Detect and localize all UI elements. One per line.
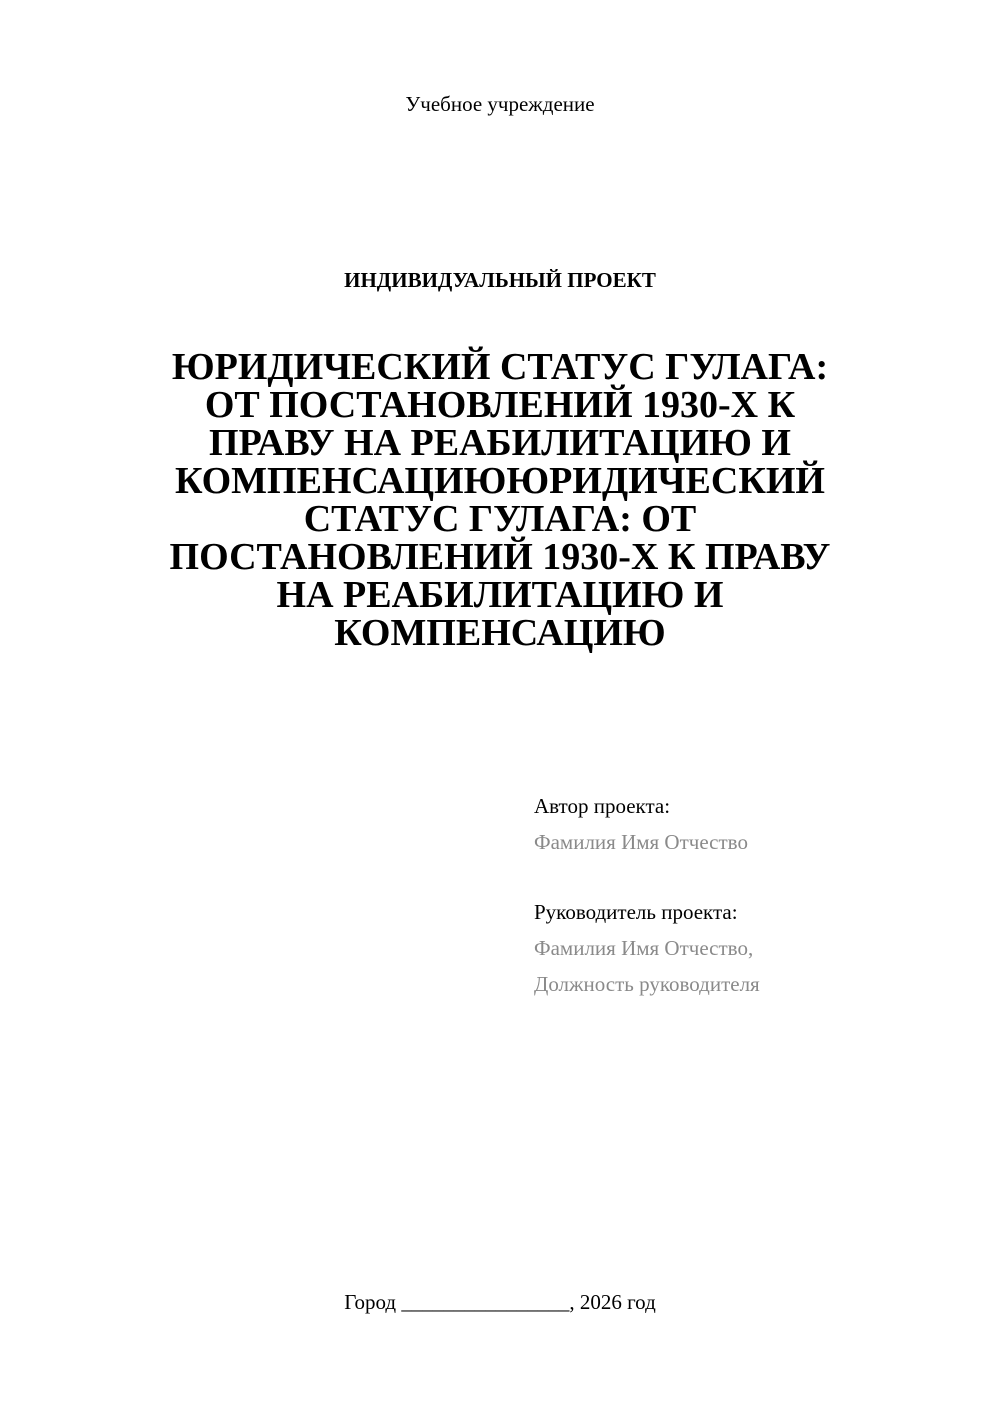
project-title: ЮРИДИЧЕСКИЙ СТАТУС ГУЛАГА: ОТ ПОСТАНОВЛЕНИЙ 1930-Х К ПРАВУ НА РЕАБИЛИТАЦИЮ И КОМПЕНСАЦИЮЮРИДИЧЕСКИЙ СТАТУС ГУЛАГА: ОТ ПОСТАНОВЛЕНИЙ 1930-Х К ПРАВУ НА РЕАБИЛИТАЦИЮ И КОМПЕНСАЦИЮ <box>169 346 831 654</box>
project-people-block <box>534 788 974 1002</box>
author-name: Фамилия Имя Отчество <box>534 830 748 854</box>
supervisor-label: Руководитель проекта: <box>534 900 738 924</box>
spacer <box>534 860 974 894</box>
project-type-heading: ИНДИВИДУАЛЬНЫЙ ПРОЕКТ <box>344 268 656 292</box>
institution-name: Учебное учреждение <box>405 92 595 116</box>
supervisor-position: Должность руководителя <box>534 972 760 996</box>
author-label: Автор проекта: <box>534 794 671 818</box>
supervisor-name: Фамилия Имя Отчество, <box>534 936 754 960</box>
city-year-line: Город ________________, 2026 год <box>344 1290 656 1314</box>
